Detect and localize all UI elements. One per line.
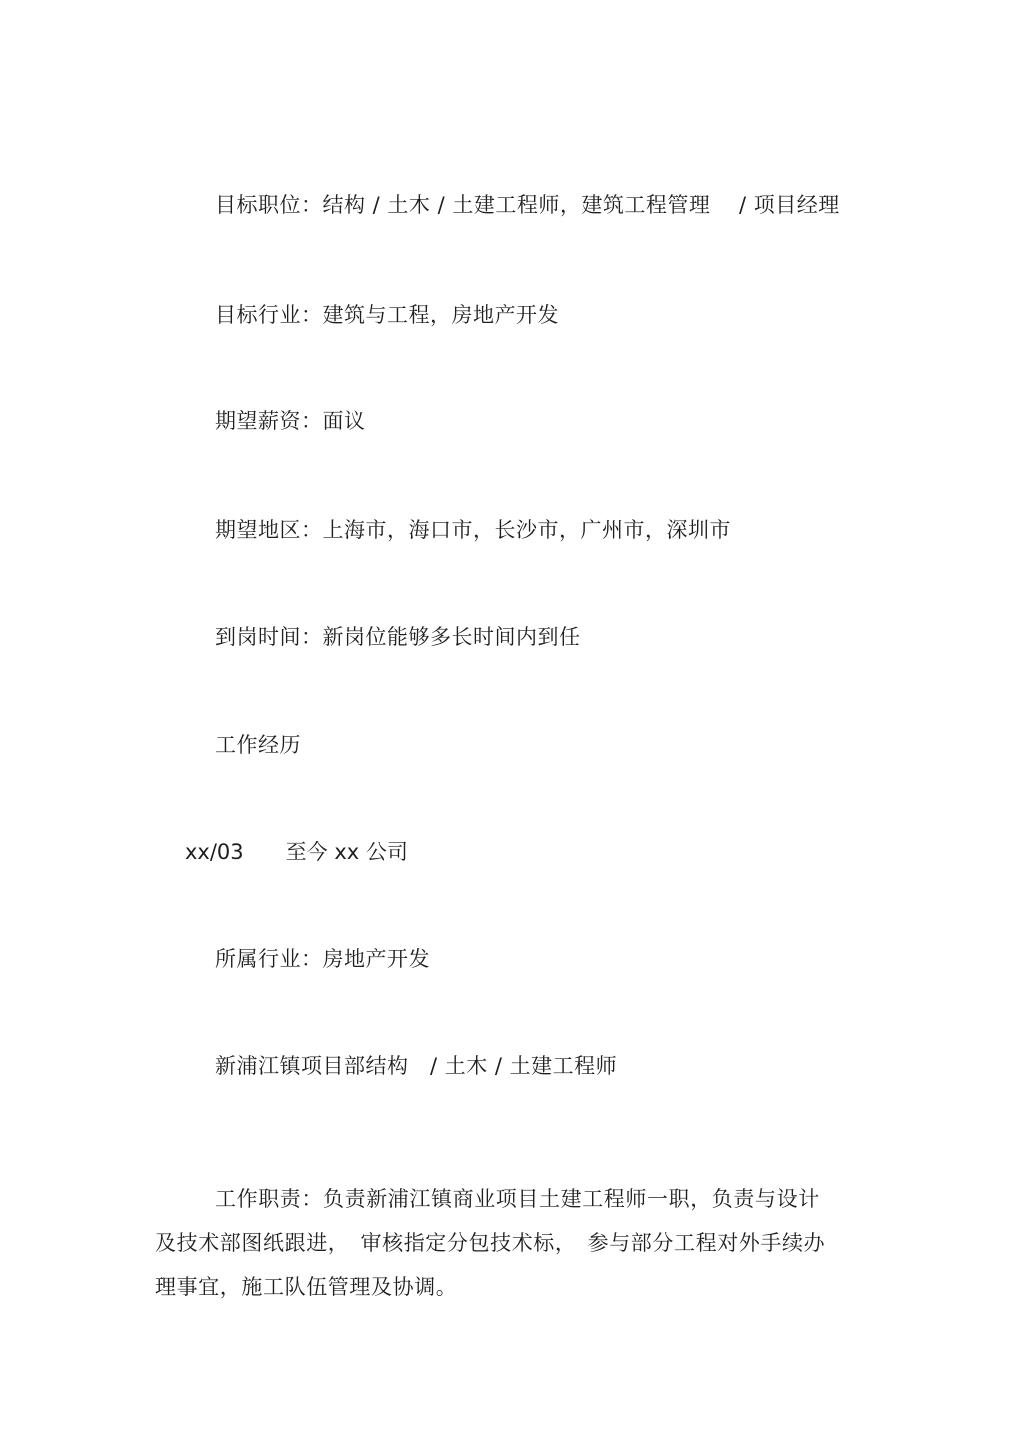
duties-line-1: 工作职责：负责新浦江镇商业项目土建工程师一职，负责与设计 bbox=[215, 1187, 820, 1211]
expected-salary-line: 期望薪资：面议 bbox=[215, 409, 366, 433]
duties-line-3: 理事宜，施工队伍管理及协调。 bbox=[155, 1275, 458, 1299]
expected-region-line: 期望地区：上海市，海口市，长沙市，广州市，深圳市 bbox=[215, 518, 731, 542]
job-date-company-row bbox=[185, 837, 408, 867]
target-position-line: 目标职位：结构 / 土木 / 土建工程师，建筑工程管理 / 项目经理 bbox=[215, 193, 840, 217]
job-title-line: 新浦江镇项目部结构 / 土木 / 土建工程师 bbox=[215, 1054, 618, 1078]
duties-line-2: 及技术部图纸跟进， 审核指定分包技术标， 参与部分工程对外手续办 bbox=[155, 1231, 826, 1255]
work-history-heading: 工作经历 bbox=[215, 733, 301, 757]
duties-paragraph bbox=[155, 1177, 855, 1309]
target-industry-line: 目标行业：建筑与工程，房地产开发 bbox=[215, 303, 559, 327]
job-industry-line: 所属行业：房地产开发 bbox=[215, 947, 430, 971]
job-date: xx/03 bbox=[185, 840, 244, 864]
job-company: 至今 xx 公司 bbox=[285, 840, 408, 864]
start-time-line: 到岗时间：新岗位能够多长时间内到任 bbox=[215, 625, 581, 649]
